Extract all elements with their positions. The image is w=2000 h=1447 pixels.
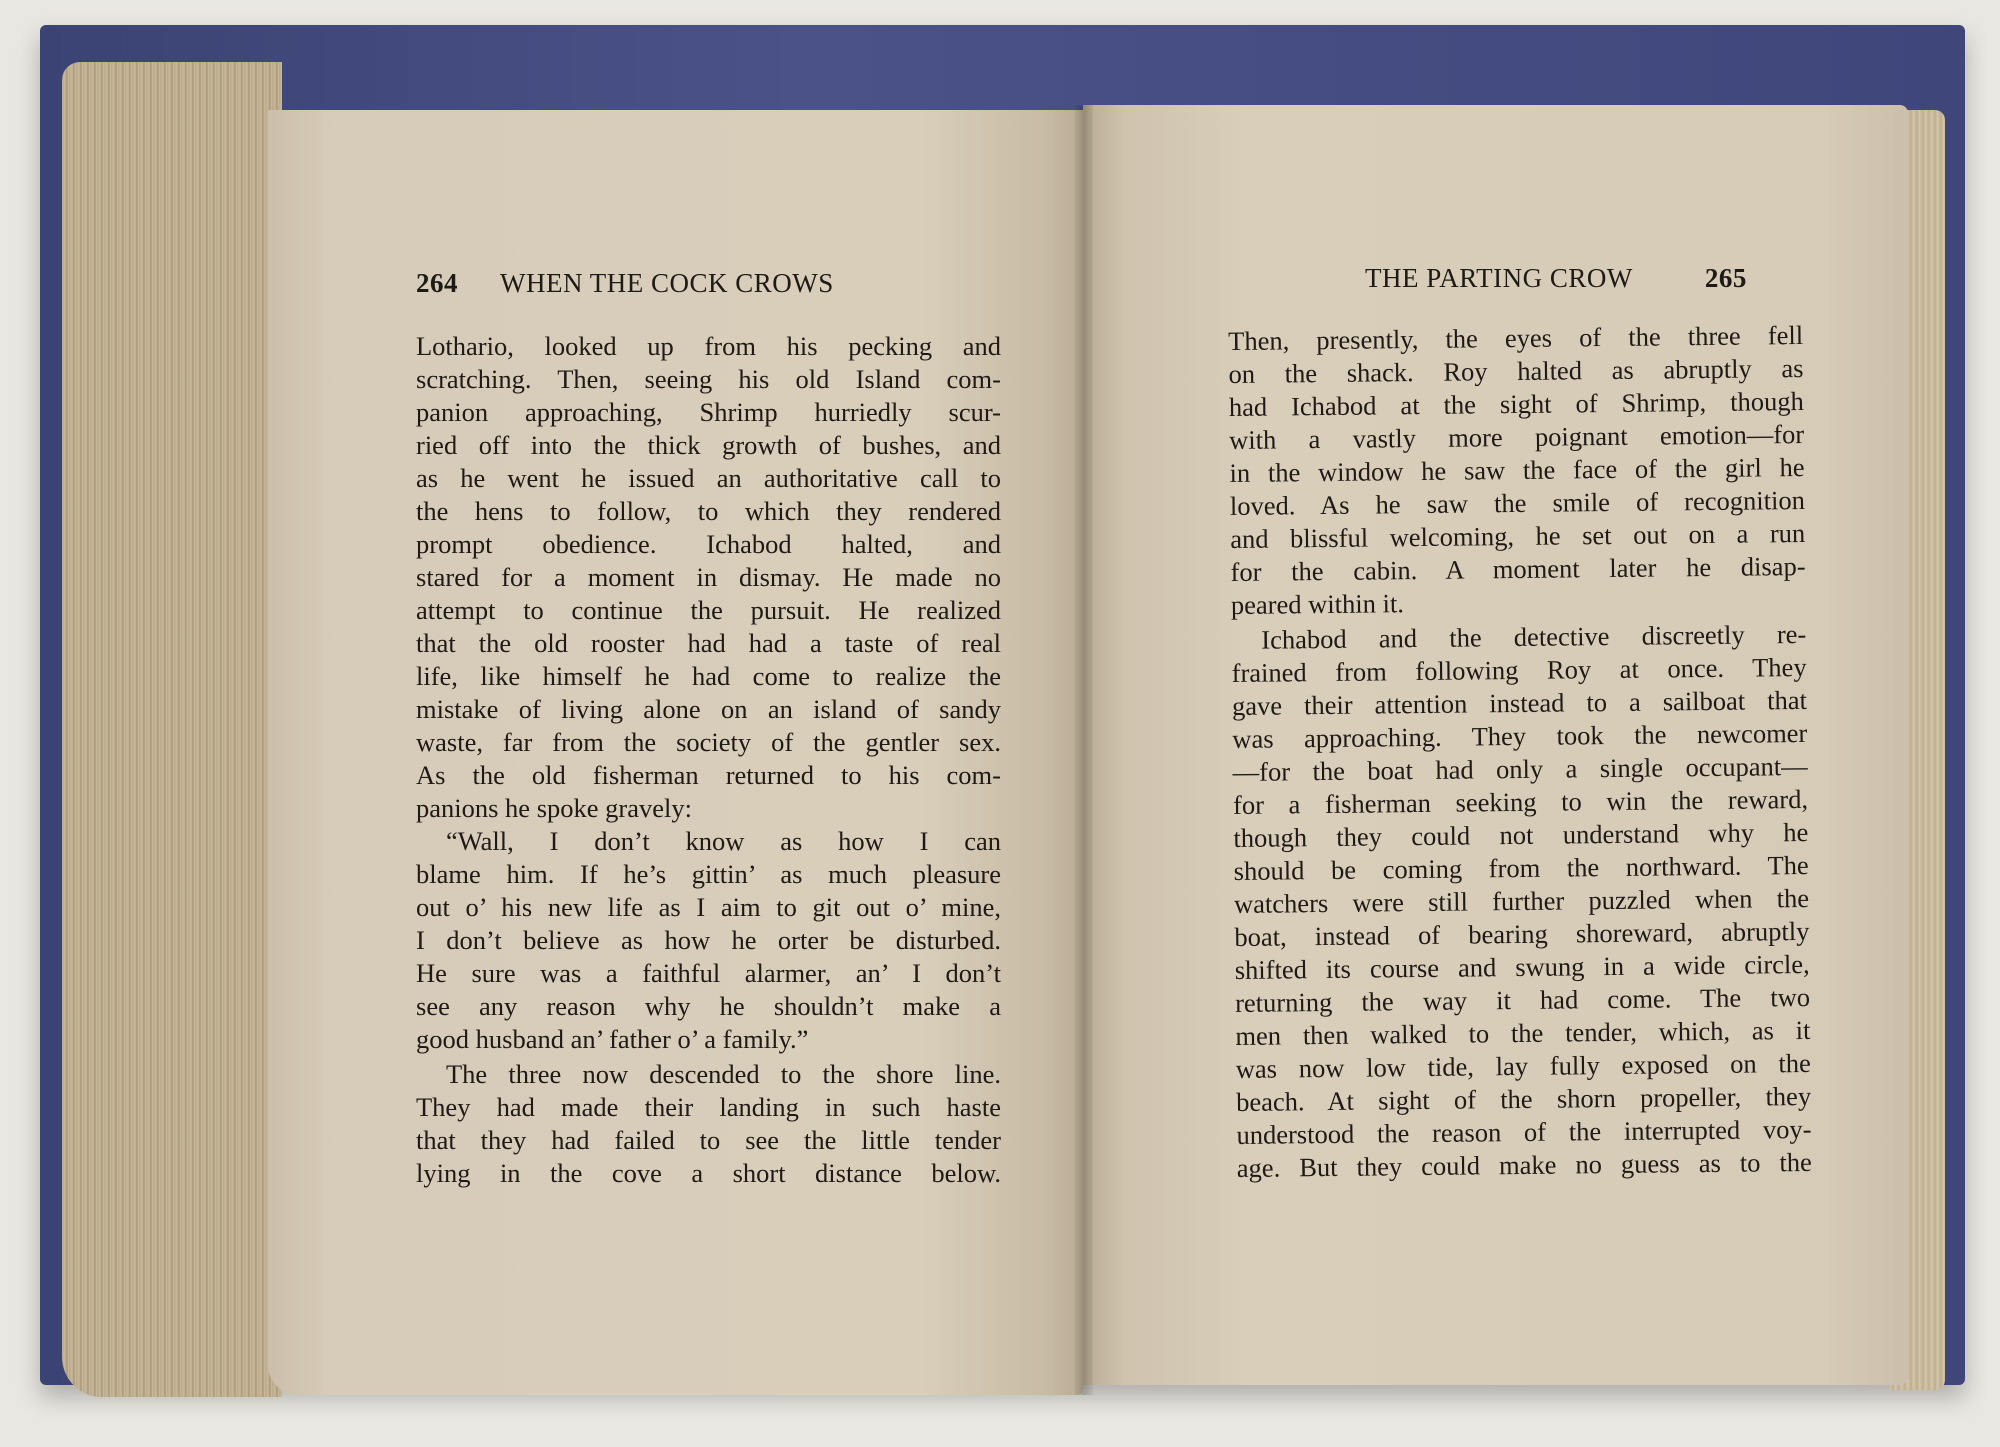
text-line: understood the reason of the interrupted voy- bbox=[1236, 1113, 1812, 1150]
text-line: As the old fisherman returned to his com- bbox=[416, 760, 1001, 790]
text-line: loved. As he saw the smile of recognition bbox=[1229, 484, 1806, 521]
text-line: that the old rooster had had a taste of real bbox=[416, 628, 1001, 658]
text-line: was approaching. They took the newcomer bbox=[1232, 717, 1808, 754]
page-number-right: 265 bbox=[1704, 263, 1747, 293]
text-line: and blissful welcoming, he set out on a run bbox=[1230, 517, 1806, 554]
text-line: panion approaching, Shrimp hurriedly scur- bbox=[416, 397, 1001, 427]
right-page-header bbox=[1365, 263, 1835, 303]
text-line: with a vastly more poignant emotion—for bbox=[1229, 418, 1805, 455]
text-line: ried off into the thick growth of bushes, and bbox=[416, 430, 1001, 460]
text-line: shifted its course and swung in a wide circle, bbox=[1234, 948, 1810, 985]
text-line: They had made their landing in such haste bbox=[416, 1092, 1001, 1122]
text-line: prompt obedience. Ichabod halted, and bbox=[416, 529, 1001, 559]
text-line: though they could not understand why he bbox=[1233, 816, 1809, 853]
text-line: Ichabod and the detective discreetly re- bbox=[1261, 618, 1807, 655]
text-line: gave their attention instead to a sailboat that bbox=[1231, 684, 1808, 721]
text-line: good husband an’ father o’ a family.” bbox=[416, 1024, 809, 1054]
text-line: out o’ his new life as I aim to git out o’ mine, bbox=[416, 892, 1001, 922]
right-page-text bbox=[1228, 319, 1812, 1185]
text-line: boat, instead of bearing shoreward, abruptly bbox=[1234, 915, 1810, 952]
text-line: should be coming from the northward. The bbox=[1233, 849, 1809, 886]
text-line: on the shack. Roy halted as abruptly as bbox=[1228, 352, 1804, 389]
text-line: frained from following Roy at once. They bbox=[1231, 651, 1807, 688]
text-line: life, like himself he had come to realize the bbox=[416, 661, 1001, 691]
text-line: for a fisherman seeking to win the reward, bbox=[1232, 783, 1809, 820]
page-number-left: 264 bbox=[416, 268, 458, 298]
text-line: watchers were still further puzzled when the bbox=[1233, 882, 1810, 919]
text-line: beach. At sight of the shorn propeller, they bbox=[1235, 1080, 1812, 1117]
text-line: He sure was a faithful alarmer, an’ I don’t bbox=[416, 958, 1001, 988]
left-page bbox=[268, 110, 1083, 1395]
text-line: attempt to continue the pursuit. He realized bbox=[416, 595, 1001, 625]
text-line: “Wall, I don’t know as how I can bbox=[446, 826, 1001, 856]
text-line: men then walked to the tender, which, as it bbox=[1235, 1014, 1811, 1051]
text-line: as he went he issued an authoritative call to bbox=[416, 463, 1001, 493]
left-page-header bbox=[416, 268, 1016, 308]
text-line: for the cabin. A moment later he disap- bbox=[1230, 550, 1806, 587]
text-line: was now low tide, lay fully exposed on the bbox=[1235, 1047, 1811, 1084]
text-line: mistake of living alone on an island of sandy bbox=[416, 694, 1001, 724]
running-head-left: WHEN THE COCK CROWS bbox=[500, 268, 834, 298]
text-line: lying in the cove a short distance below. bbox=[416, 1158, 1001, 1188]
right-page bbox=[1083, 105, 1908, 1385]
running-head-right: THE PARTING CROW bbox=[1365, 263, 1633, 293]
text-line: age. But they could make no guess as to the bbox=[1236, 1146, 1812, 1183]
text-line: —for the boat had only a single occupant— bbox=[1232, 750, 1808, 787]
left-page-text bbox=[416, 330, 1001, 1190]
text-line: had Ichabod at the sight of Shrimp, though bbox=[1228, 385, 1804, 422]
text-line: Then, presently, the eyes of the three fell bbox=[1228, 319, 1804, 356]
text-line: I don’t believe as how he orter be disturbed. bbox=[416, 925, 1001, 955]
text-line: stared for a moment in dismay. He made no bbox=[416, 562, 1001, 592]
text-line: peared within it. bbox=[1230, 588, 1405, 620]
text-line: Lothario, looked up from his pecking and bbox=[416, 331, 1001, 361]
text-line: panions he spoke gravely: bbox=[416, 793, 692, 823]
text-line: returning the way it had come. The two bbox=[1234, 981, 1811, 1018]
text-line: scratching. Then, seeing his old Island com- bbox=[416, 364, 1001, 394]
text-line: the hens to follow, to which they rendered bbox=[416, 496, 1001, 526]
text-line: The three now descended to the shore line. bbox=[446, 1059, 1001, 1089]
page-stack-left bbox=[62, 62, 282, 1397]
book-gutter bbox=[1075, 105, 1093, 1395]
text-line: blame him. If he’s gittin’ as much pleasure bbox=[416, 859, 1001, 889]
text-line: in the window he saw the face of the girl he bbox=[1229, 451, 1805, 488]
text-line: waste, far from the society of the gentler sex. bbox=[416, 727, 1001, 757]
text-line: that they had failed to see the little tender bbox=[416, 1125, 1001, 1155]
text-line: see any reason why he shouldn’t make a bbox=[416, 991, 1001, 1021]
